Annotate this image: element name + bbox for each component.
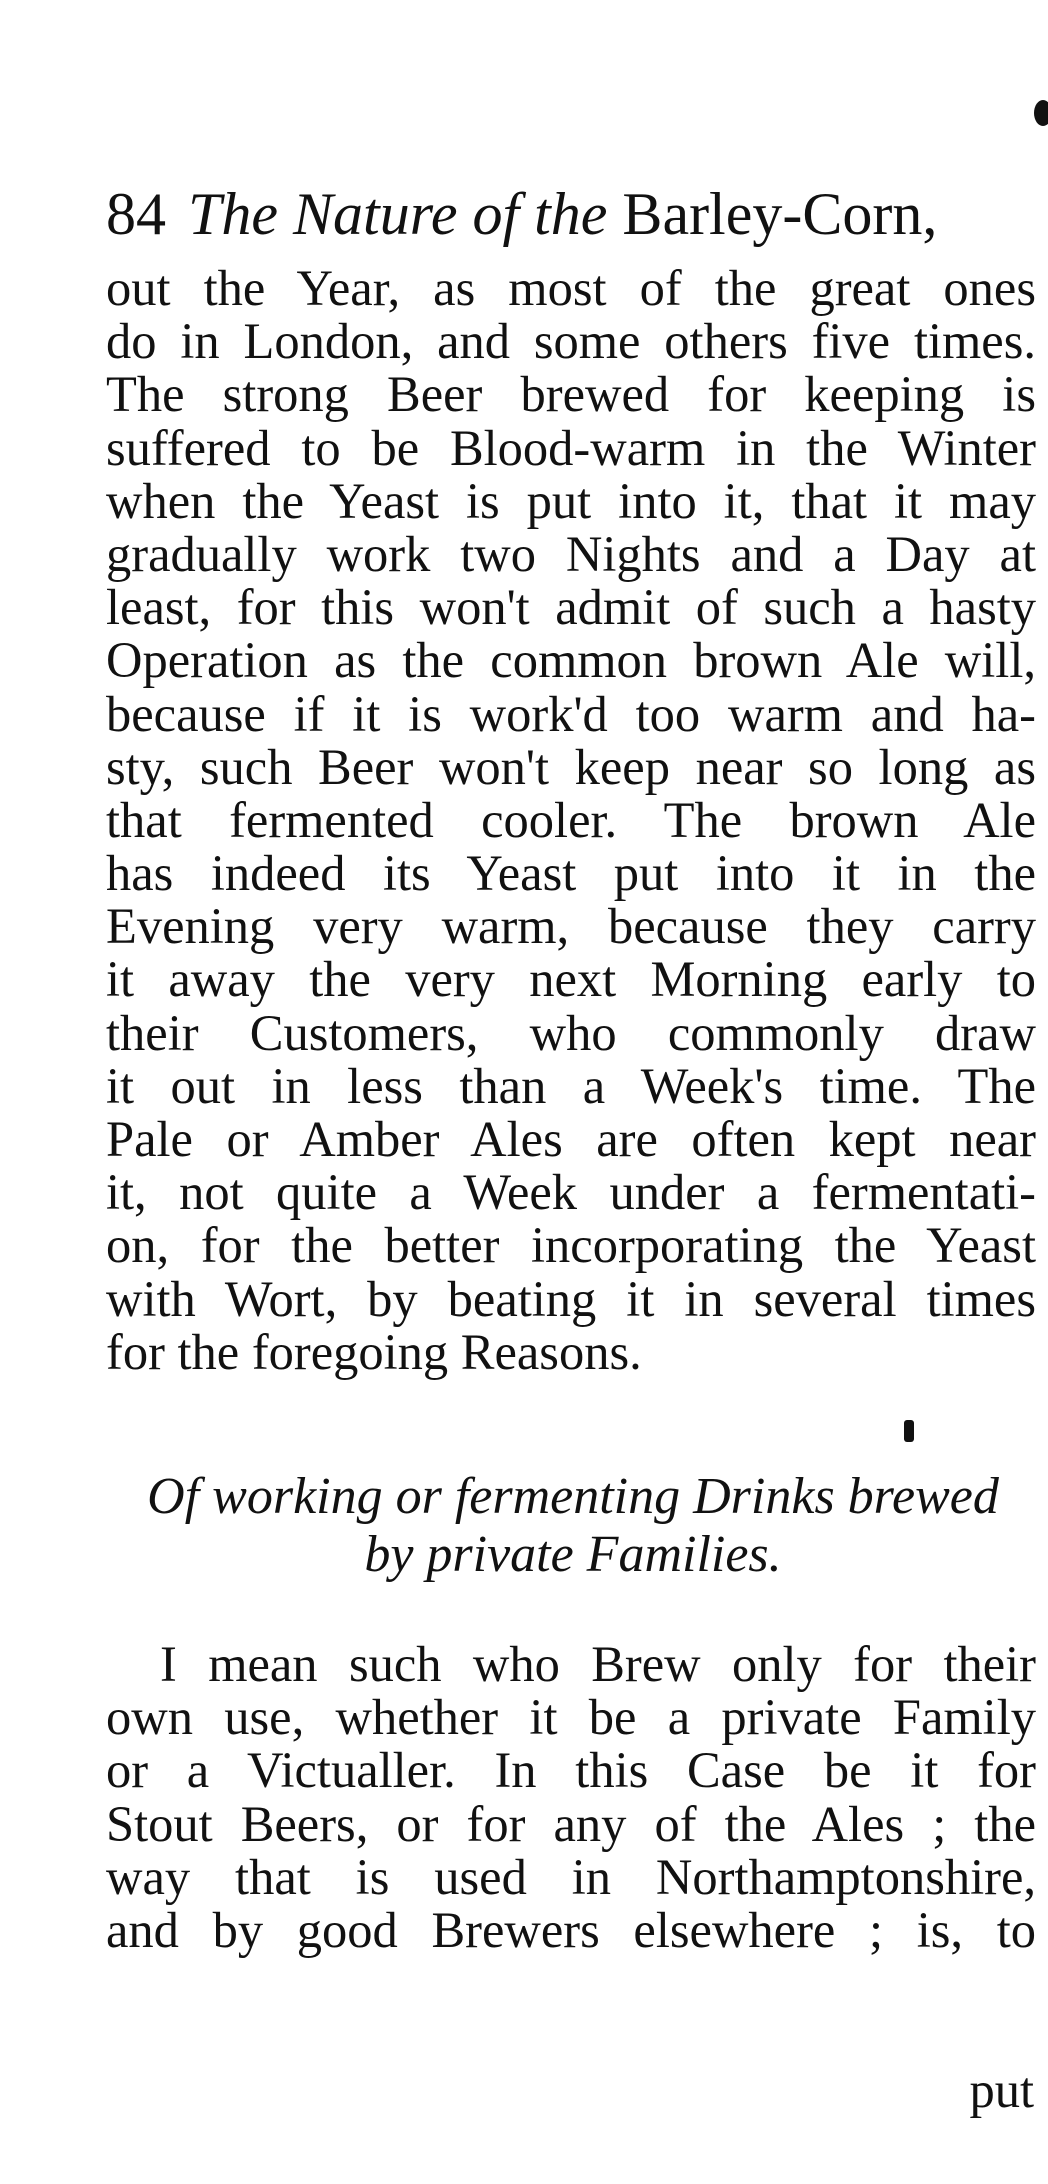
- text-line: Operation as the common brown Ale will,: [106, 632, 1036, 689]
- ink-speck: [904, 1420, 914, 1442]
- section-heading-line: by private Families.: [364, 1526, 782, 1583]
- text-line: because if it is work'd too warm and ha-: [106, 685, 1036, 742]
- page-number: 84: [106, 181, 166, 247]
- text-line: Stout Beers, or for any of the Ales ; the: [106, 1795, 1036, 1852]
- running-head: [106, 176, 976, 252]
- text-line: Evening very warm, because they carry: [106, 898, 1036, 955]
- text-line: it out in less than a Week's time. The: [106, 1057, 1036, 1114]
- ink-blot: [1034, 100, 1048, 126]
- text-line: suffered to be Blood-warm in the Winter: [106, 419, 1036, 476]
- text-line: gradually work two Nights and a Day at: [106, 525, 1036, 582]
- text-line: own use, whether it be a private Family: [106, 1689, 1036, 1746]
- text-line: it, not quite a Week under a fermentati-: [106, 1164, 1036, 1221]
- text-line: on, for the better incorporating the Yeast: [106, 1217, 1036, 1274]
- catchword: put: [969, 2062, 1034, 2118]
- text-line: for the foregoing Reasons.: [106, 1323, 642, 1380]
- text-line: Pale or Amber Ales are often kept near: [106, 1111, 1036, 1167]
- text-line: least, for this won't admit of such a hasty: [106, 579, 1036, 636]
- paragraph-2: [106, 1638, 1036, 1957]
- text-line: The strong Beer brewed for keeping is: [106, 366, 1036, 423]
- section-heading: [106, 1468, 1040, 1584]
- text-line: I mean such who Brew only for their: [160, 1636, 1036, 1692]
- text-line: has indeed its Yeast put into it in the: [106, 845, 1036, 902]
- running-title-italic: The Nature of the: [188, 181, 608, 247]
- section-heading-line: Of working or fermenting Drinks brewed: [147, 1468, 999, 1525]
- text-line: that fermented cooler. The brown Ale: [106, 791, 1036, 848]
- running-title-roman: Barley-Corn,: [622, 181, 938, 247]
- text-line: with Wort, by beating it in several times: [106, 1270, 1036, 1327]
- text-line: and by good Brewers elsewhere ; is, to: [106, 1901, 1036, 1958]
- text-line: sty, such Beer won't keep near so long as: [106, 738, 1036, 795]
- text-line: or a Victualler. In this Case be it for: [106, 1742, 1036, 1799]
- paragraph-1: [106, 262, 1036, 1379]
- text-line: out the Year, as most of the great ones: [106, 260, 1036, 316]
- text-line: when the Yeast is put into it, that it may: [106, 472, 1036, 529]
- text-line: way that is used in Northamptonshire,: [106, 1848, 1036, 1905]
- text-line: it away the very next Morning early to: [106, 951, 1036, 1008]
- text-line: their Customers, who commonly draw: [106, 1004, 1036, 1061]
- text-line: do in London, and some others five times.: [106, 313, 1036, 370]
